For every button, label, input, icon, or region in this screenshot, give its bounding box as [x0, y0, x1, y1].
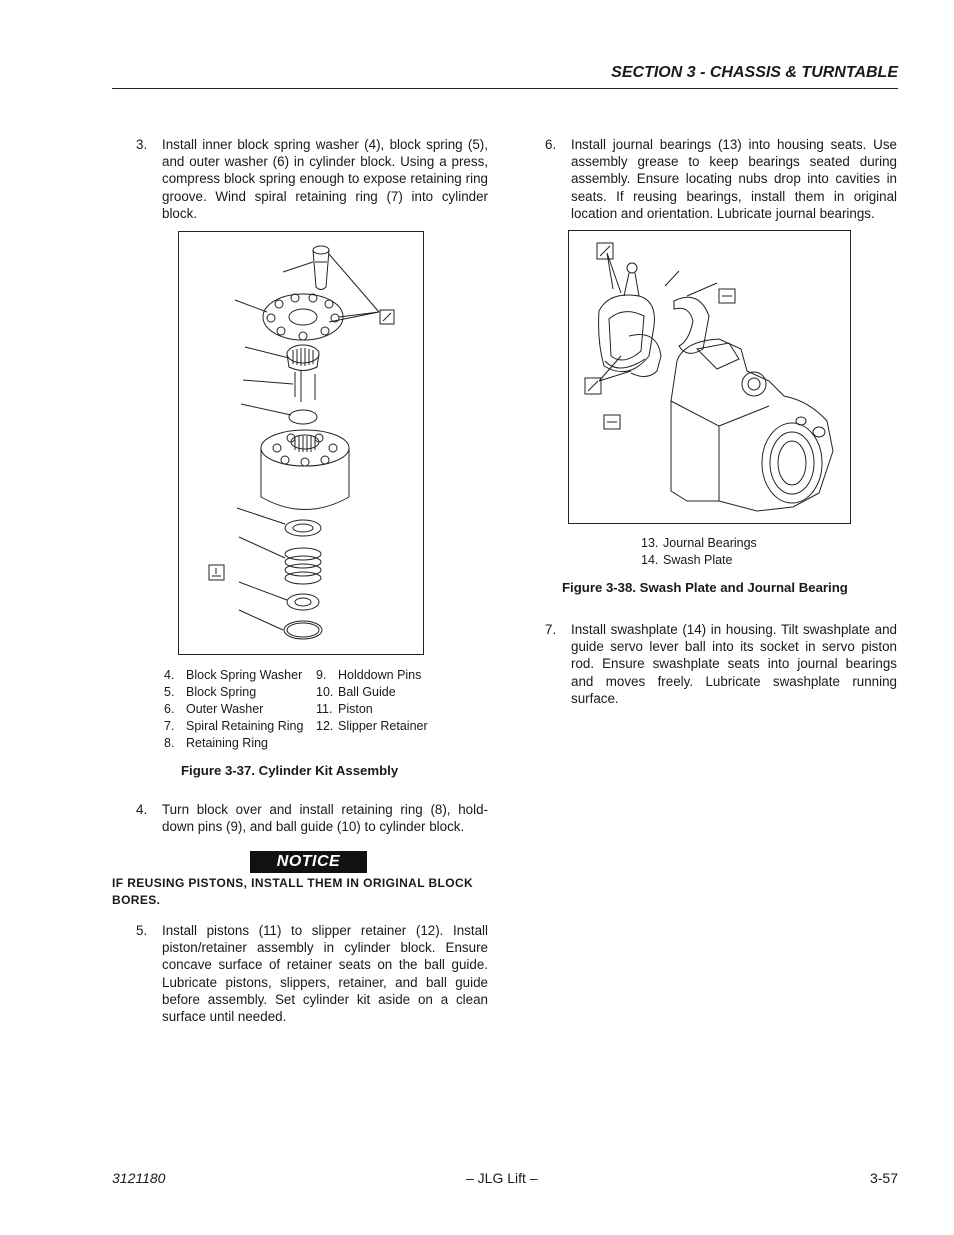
- step-number: 7.: [545, 622, 557, 637]
- notice-text: IF REUSING PISTONS, INSTALL THEM IN ORIGINAL BLOCK BORES.: [112, 876, 474, 907]
- step-6: [545, 136, 897, 226]
- step-4: [136, 801, 488, 837]
- legend-item: 12. Slipper Retainer: [316, 719, 428, 733]
- figure-cylinder-kit: [178, 231, 424, 655]
- swash-plate-illustration: [569, 231, 850, 523]
- step-number: 4.: [136, 802, 148, 817]
- legend-item: 10. Ball Guide: [316, 685, 396, 699]
- step-3: [136, 136, 488, 226]
- step-number: 3.: [136, 137, 148, 152]
- figure38-caption: Figure 3-38. Swash Plate and Journal Bearing: [562, 580, 848, 595]
- cylinder-kit-illustration: [179, 232, 423, 654]
- step-text: Install swashplate (14) in housing. Tilt swashplate and guide servo lever ball into its socket in servo piston rod. Ensure swashplate seats into journal bearings and moves freely. Lubricate swashplate running surface.: [571, 622, 897, 706]
- legend-item: 7. Spiral Retaining Ring: [164, 719, 304, 733]
- legend-item: 9. Holddown Pins: [316, 668, 422, 682]
- figure38-legend: [641, 535, 757, 569]
- header-divider: [112, 88, 898, 89]
- legend-item: 6. Outer Washer: [164, 702, 264, 716]
- figure37-legend-right: [316, 667, 428, 735]
- legend-item: 5. Block Spring: [164, 685, 257, 699]
- figure37-caption: Figure 3-37. Cylinder Kit Assembly: [181, 763, 399, 778]
- step-text: Install pistons (11) to slipper retainer (12). Install piston/retainer assembly in cylinder block. Ensure concave surface of retainer seats on the ball guide. Lubricate pistons, slippers, retainer, and ball guide before assembly. Set cylinder kit aside on a clean surface until needed.: [162, 923, 488, 1025]
- step-text: Turn block over and install retaining ring (8), hold-down pins (9), and ball guide (10) to cylinder block.: [162, 802, 488, 835]
- legend-item: 13. Journal Bearings: [641, 536, 757, 550]
- step-number: 5.: [136, 923, 148, 938]
- footer-doc-number: 3121180: [112, 1170, 166, 1186]
- legend-item: 4. Block Spring Washer: [164, 668, 303, 682]
- legend-item: 14. Swash Plate: [641, 553, 733, 567]
- figure37-legend-left: [164, 667, 303, 752]
- figure-swash-plate: [568, 230, 851, 524]
- footer-center: – JLG Lift –: [466, 1170, 538, 1186]
- step-number: 6.: [545, 137, 557, 152]
- step-5: [136, 922, 488, 1028]
- step-7: [545, 621, 897, 711]
- footer-page-number: 3-57: [869, 1170, 898, 1186]
- legend-item: 8. Retaining Ring: [164, 736, 268, 750]
- step-text: Install journal bearings (13) into housing seats. Use assembly grease to keep bearings seated during assembly. Ensure locating nubs drop into cavities in seats. If reusing bearings, install them in original location and orientation. Lubricate journal bearings.: [571, 137, 897, 221]
- step-text: Install inner block spring washer (4), block spring (5), and outer washer (6) in cylinder block. Using a press, compress block spring enough to expose retaining ring groove. Wind spiral retaining ring (7) into cylinder block.: [162, 137, 488, 221]
- section-title: SECTION 3 - CHASSIS & TURNTABLE: [611, 64, 898, 81]
- notice-badge: NOTICE: [250, 851, 367, 873]
- legend-item: 11. Piston: [316, 702, 373, 716]
